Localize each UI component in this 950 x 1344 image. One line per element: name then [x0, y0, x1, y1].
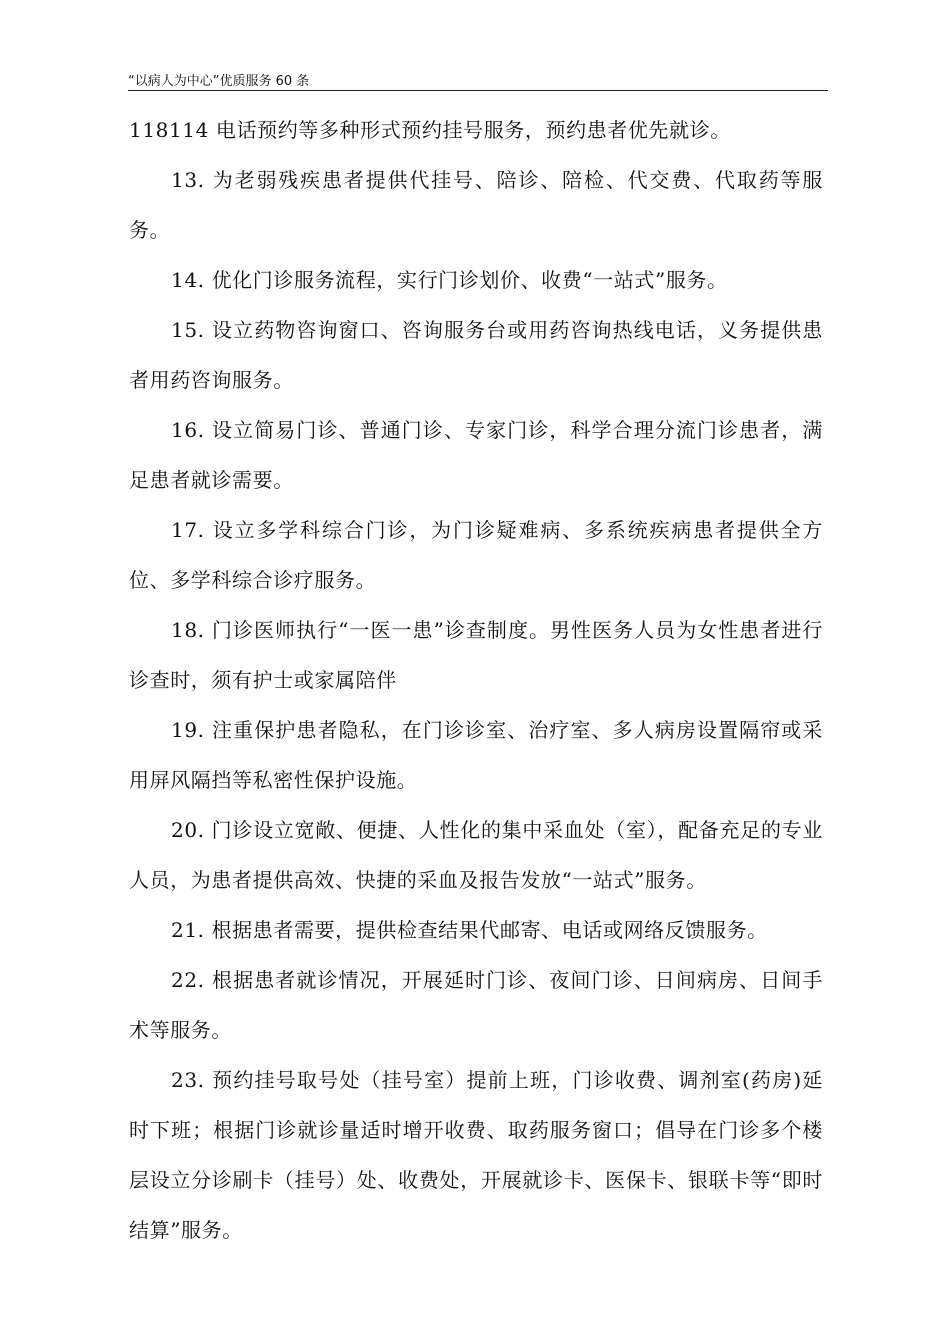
- paragraph: 13. 为老弱残疾患者提供代挂号、陪诊、陪检、代交费、代取药等服务。: [129, 168, 823, 242]
- paragraph: 22. 根据患者就诊情况，开展延时门诊、夜间门诊、日间病房、日间手术等服务。: [129, 968, 823, 1042]
- paragraph: 19. 注重保护患者隐私，在门诊诊室、治疗室、多人病房设置隔帘或采用屏风隔挡等私密性保护设施。: [129, 718, 823, 792]
- paragraph: 16. 设立简易门诊、普通门诊、专家门诊，科学合理分流门诊患者，满足患者就诊需要。: [129, 418, 823, 492]
- paragraph: 17. 设立多学科综合门诊，为门诊疑难病、多系统疾病患者提供全方位、多学科综合诊疗服务。: [129, 518, 823, 592]
- paragraph: 15. 设立药物咨询窗口、咨询服务台或用药咨询热线电话，义务提供患者用药咨询服务。: [129, 318, 823, 392]
- paragraph: 21. 根据患者需要，提供检查结果代邮寄、电话或网络反馈服务。: [171, 918, 768, 942]
- paragraph: 118114 电话预约等多种形式预约挂号服务，预约患者优先就诊。: [129, 118, 731, 142]
- document-body: [129, 105, 823, 1255]
- paragraph: 20. 门诊设立宽敞、便捷、人性化的集中采血处（室），配备充足的专业人员，为患者提供高效、快捷的采血及报告发放“一站式”服务。: [129, 818, 823, 892]
- paragraph: 14. 优化门诊服务流程，实行门诊划价、收费“一站式”服务。: [171, 268, 728, 292]
- header-title: “以病人为中心”优质服务 60 条: [128, 74, 310, 89]
- page-header: [128, 68, 828, 91]
- paragraph: 18. 门诊医师执行“一医一患”诊查制度。男性医务人员为女性患者进行诊查时，须有护士或家属陪伴: [129, 618, 823, 692]
- paragraph: 23. 预约挂号取号处（挂号室）提前上班，门诊收费、调剂室(药房)延时下班；根据门诊就诊量适时增开收费、取药服务窗口；倡导在门诊多个楼层设立分诊刷卡（挂号）处、收费处，开展就诊卡、医保卡、银联卡等“即时结算”服务。: [129, 1068, 823, 1242]
